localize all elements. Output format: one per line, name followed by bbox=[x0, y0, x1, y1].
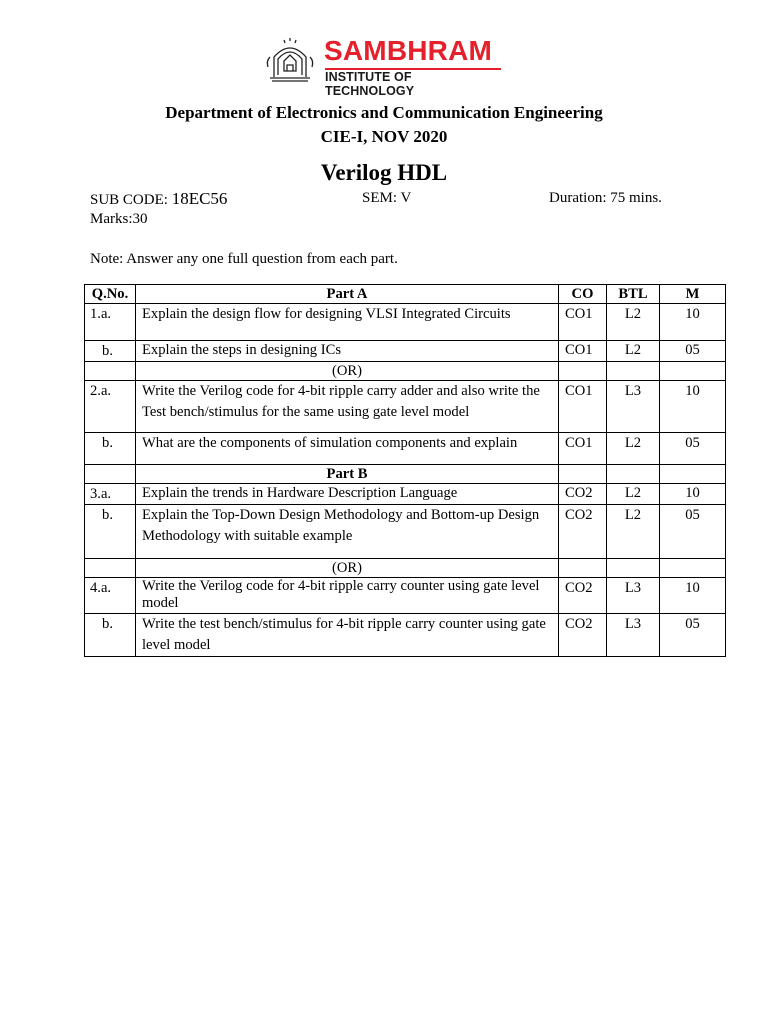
instructions-note: Note: Answer any one full question from each part. bbox=[90, 251, 398, 267]
question-number: b. bbox=[85, 505, 136, 559]
blooms-level: L2 bbox=[607, 304, 660, 341]
question-text: Explain the steps in designing ICs bbox=[136, 341, 559, 362]
or-separator-row bbox=[85, 559, 726, 578]
or-label: (OR) bbox=[136, 362, 559, 381]
course-outcome: CO1 bbox=[559, 381, 607, 433]
question-marks: 05 bbox=[660, 505, 726, 559]
question-number: 4.a. bbox=[85, 578, 136, 614]
header-qno: Q.No. bbox=[85, 285, 136, 304]
table-row bbox=[85, 614, 726, 657]
course-outcome: CO2 bbox=[559, 614, 607, 657]
question-marks: 10 bbox=[660, 578, 726, 614]
table-row bbox=[85, 341, 726, 362]
semester: SEM: V bbox=[362, 190, 412, 206]
blooms-level: L2 bbox=[607, 484, 660, 505]
empty-cell bbox=[607, 465, 660, 484]
table-row bbox=[85, 505, 726, 559]
question-number: 2.a. bbox=[85, 381, 136, 433]
blooms-level: L3 bbox=[607, 578, 660, 614]
question-marks: 10 bbox=[660, 381, 726, 433]
table-row bbox=[85, 304, 726, 341]
header-btl: BTL bbox=[607, 285, 660, 304]
empty-cell bbox=[660, 362, 726, 381]
empty-cell bbox=[607, 559, 660, 578]
question-text: What are the components of simulation components and explain bbox=[136, 433, 559, 465]
table-row bbox=[85, 484, 726, 505]
exam-title: CIE-I, NOV 2020 bbox=[320, 127, 448, 146]
course-outcome: CO2 bbox=[559, 484, 607, 505]
table-header-row bbox=[85, 285, 726, 304]
sub-code bbox=[90, 189, 227, 209]
course-outcome: CO2 bbox=[559, 505, 607, 559]
question-text: Write the Verilog code for 4-bit ripple carry adder and also write the Test bench/stimulus for the same using gate level model bbox=[136, 381, 559, 433]
empty-cell bbox=[85, 465, 136, 484]
part-b-header-row bbox=[85, 465, 726, 484]
subject-title: Verilog HDL bbox=[320, 160, 448, 185]
question-text: Write the test bench/stimulus for 4-bit ripple carry counter using gate level model bbox=[136, 614, 559, 657]
question-number: 1.a. bbox=[85, 304, 136, 341]
or-label: (OR) bbox=[136, 559, 559, 578]
part-b-label: Part B bbox=[136, 465, 559, 484]
or-separator-row bbox=[85, 362, 726, 381]
sub-code-label: SUB CODE: bbox=[90, 192, 168, 208]
blooms-level: L3 bbox=[607, 381, 660, 433]
question-marks: 10 bbox=[660, 304, 726, 341]
question-number: b. bbox=[85, 341, 136, 362]
empty-cell bbox=[660, 559, 726, 578]
question-marks: 10 bbox=[660, 484, 726, 505]
blooms-level: L3 bbox=[607, 614, 660, 657]
question-text: Explain the trends in Hardware Description Language bbox=[136, 484, 559, 505]
institute-subtitle: INSTITUTE OF TECHNOLOGY bbox=[325, 70, 415, 98]
table-row bbox=[85, 381, 726, 433]
question-text: Explain the design flow for designing VLSI Integrated Circuits bbox=[136, 304, 559, 341]
header-marks: M bbox=[660, 285, 726, 304]
max-marks: Marks:30 bbox=[90, 211, 148, 227]
header-co: CO bbox=[559, 285, 607, 304]
header-part-a: Part A bbox=[136, 285, 559, 304]
question-text: Write the Verilog code for 4-bit ripple carry counter using gate level model bbox=[136, 578, 559, 614]
question-number: b. bbox=[85, 433, 136, 465]
institute-logo bbox=[264, 35, 504, 98]
empty-cell bbox=[660, 465, 726, 484]
question-number: b. bbox=[85, 614, 136, 657]
course-outcome: CO2 bbox=[559, 578, 607, 614]
empty-cell bbox=[559, 559, 607, 578]
college-emblem-icon bbox=[264, 37, 316, 83]
blooms-level: L2 bbox=[607, 341, 660, 362]
question-marks: 05 bbox=[660, 433, 726, 465]
duration: Duration: 75 mins. bbox=[549, 190, 662, 206]
empty-cell bbox=[85, 559, 136, 578]
empty-cell bbox=[85, 362, 136, 381]
course-outcome: CO1 bbox=[559, 341, 607, 362]
table-row bbox=[85, 433, 726, 465]
course-outcome: CO1 bbox=[559, 304, 607, 341]
question-text: Explain the Top-Down Design Methodology and Bottom-up Design Methodology with suitable example bbox=[136, 505, 559, 559]
empty-cell bbox=[559, 362, 607, 381]
question-number: 3.a. bbox=[85, 484, 136, 505]
course-outcome: CO1 bbox=[559, 433, 607, 465]
empty-cell bbox=[559, 465, 607, 484]
question-marks: 05 bbox=[660, 341, 726, 362]
sub-code-value: 18EC56 bbox=[171, 189, 228, 208]
blooms-level: L2 bbox=[607, 505, 660, 559]
table-row bbox=[85, 578, 726, 614]
department-title: Department of Electronics and Communication Engineering bbox=[165, 103, 603, 122]
institute-name: SAMBHRAM bbox=[324, 35, 493, 66]
question-marks: 05 bbox=[660, 614, 726, 657]
blooms-level: L2 bbox=[607, 433, 660, 465]
empty-cell bbox=[607, 362, 660, 381]
question-table bbox=[84, 284, 726, 657]
